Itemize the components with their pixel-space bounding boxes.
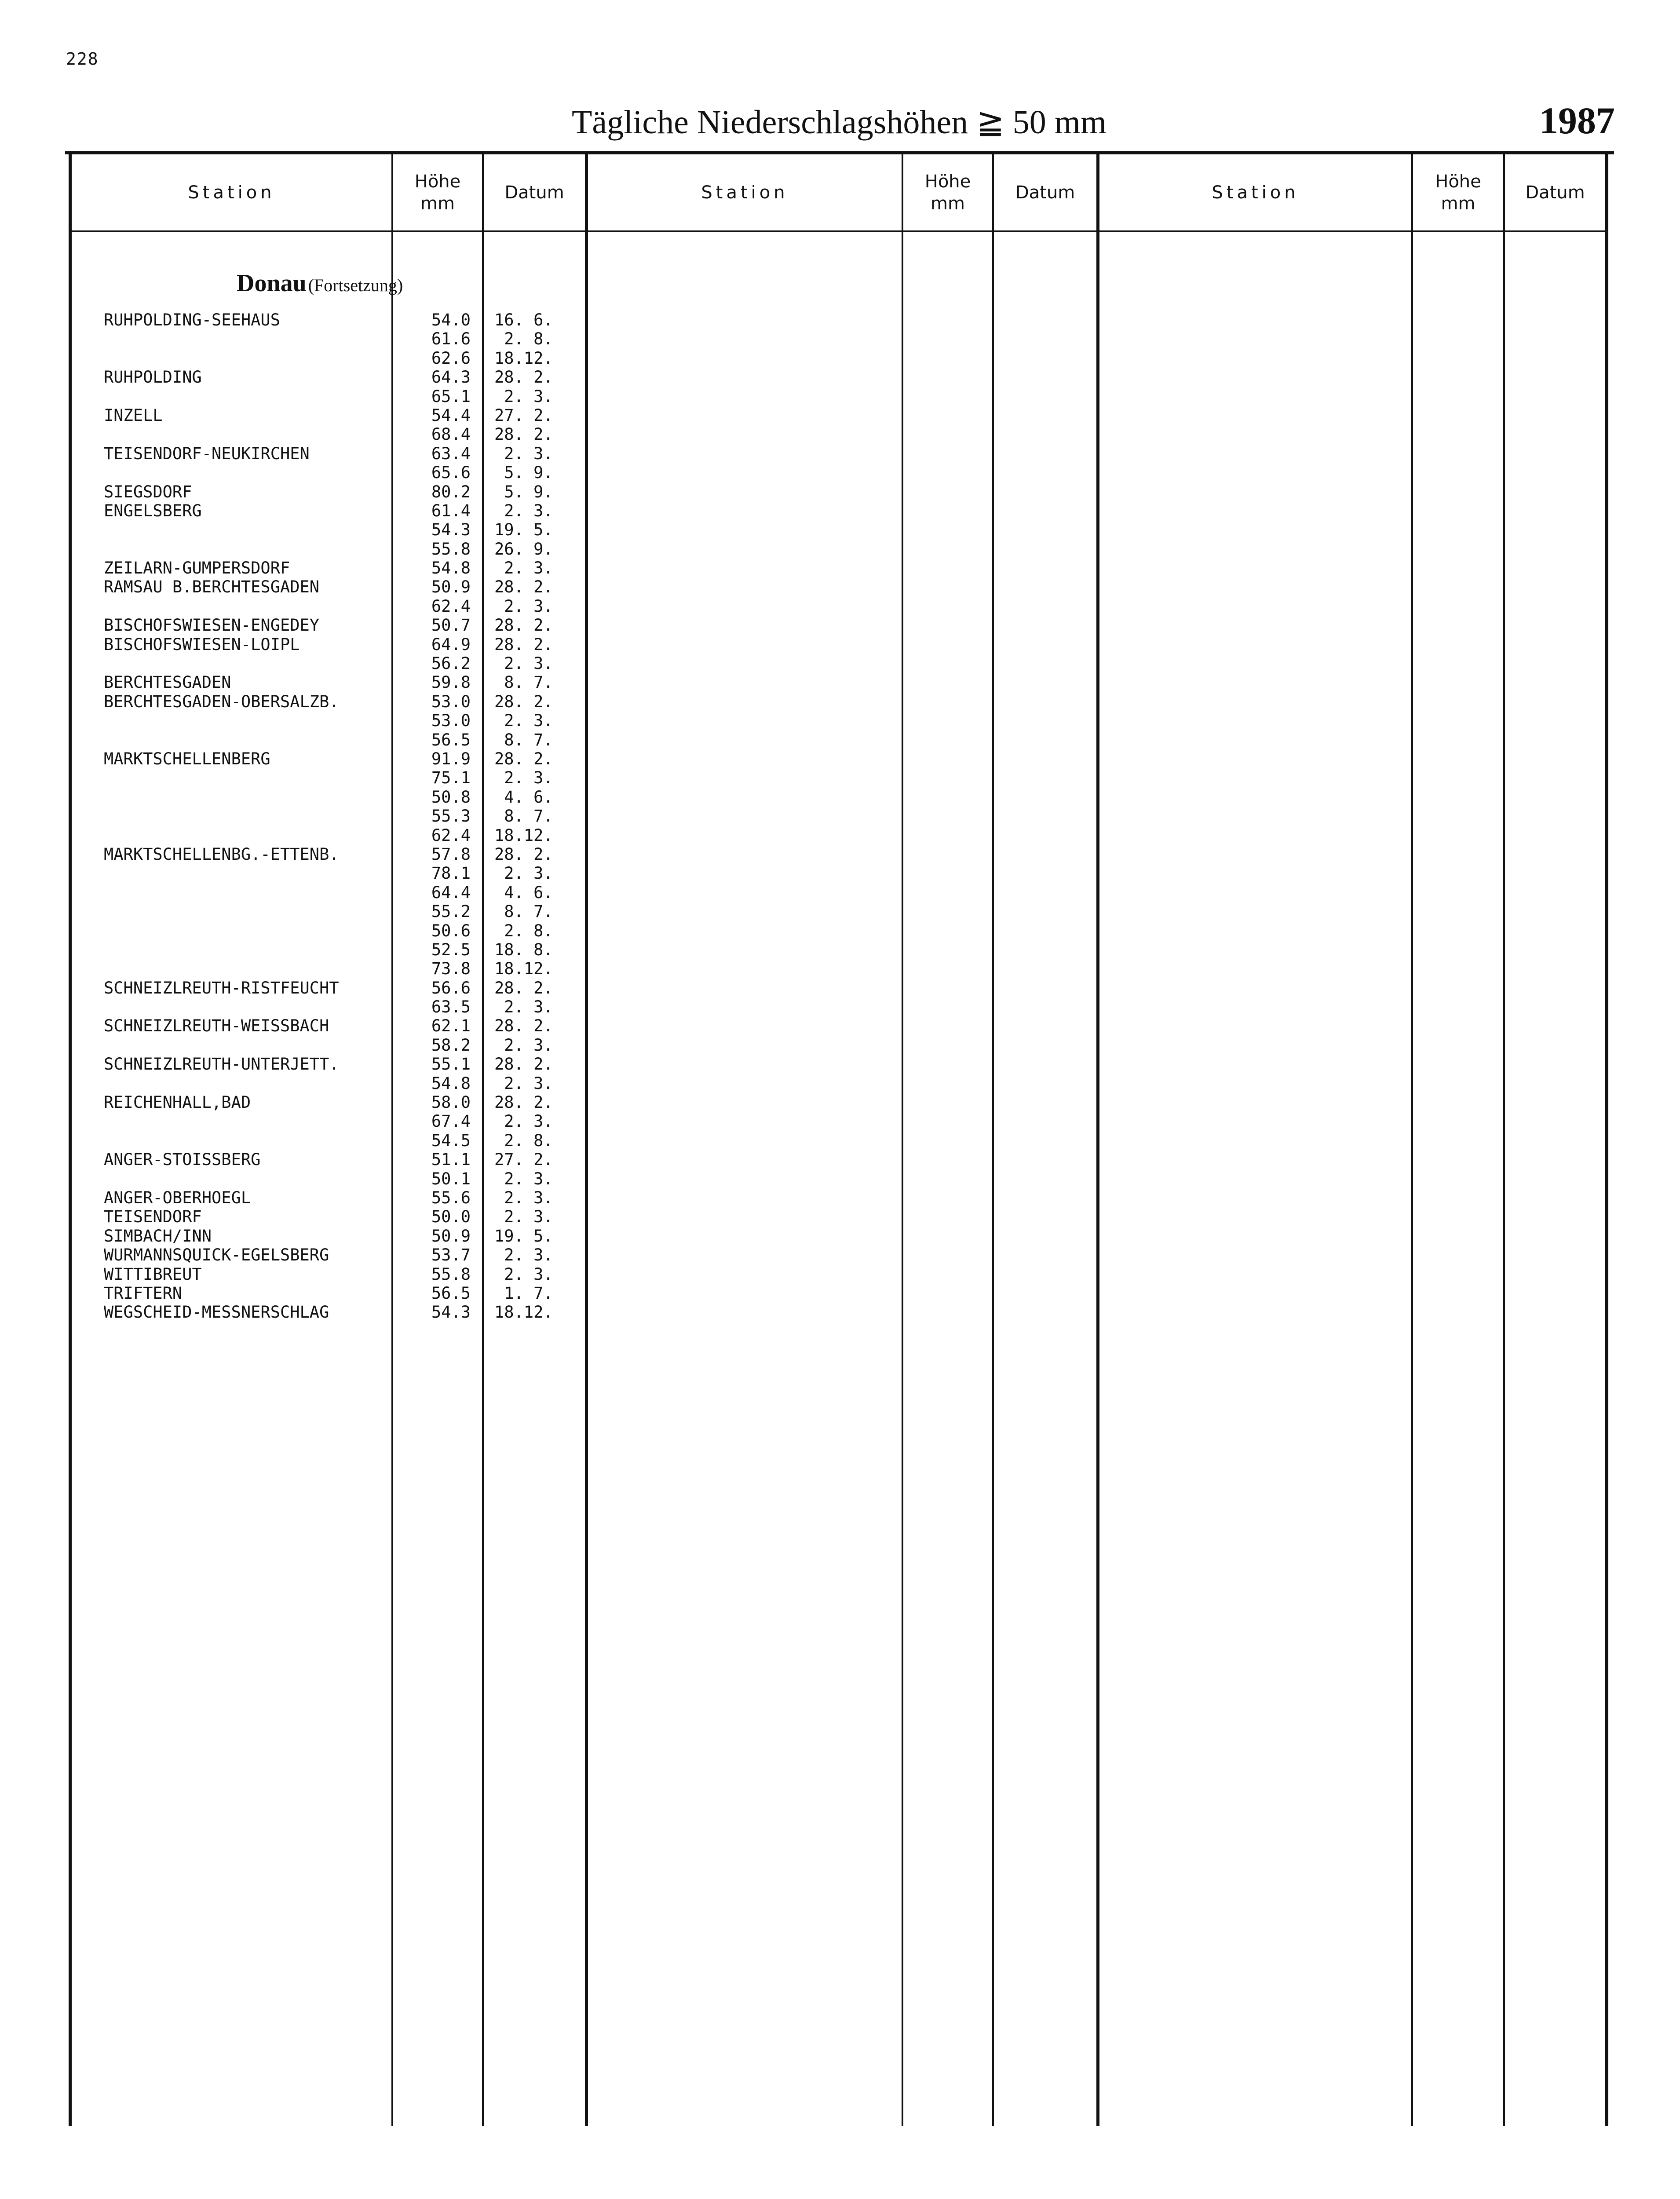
height-cell: 55.2 xyxy=(431,902,471,921)
height-cell: 54.3 xyxy=(431,520,471,540)
date-cell: 8. 7. xyxy=(494,730,553,749)
table-row xyxy=(104,597,596,616)
station-cell: TEISENDORF-NEUKIRCHEN xyxy=(104,444,310,463)
date-cell: 2. 8. xyxy=(494,1131,553,1150)
table-row xyxy=(104,731,596,749)
table-row xyxy=(104,921,596,940)
header-station: Station xyxy=(1212,183,1299,203)
height-cell: 64.4 xyxy=(431,883,471,902)
station-cell: ENGELSBERG xyxy=(104,501,202,520)
date-cell: 16. 6. xyxy=(494,310,553,329)
table-row xyxy=(104,1169,596,1188)
date-cell: 18.12. xyxy=(494,1303,553,1322)
page-number: 228 xyxy=(66,49,99,69)
date-cell: 28. 2. xyxy=(494,1016,553,1036)
table-row xyxy=(104,501,596,520)
table-block-divider xyxy=(1096,151,1099,2126)
height-cell: 61.4 xyxy=(431,501,471,520)
date-cell: 26. 9. xyxy=(494,539,553,559)
date-cell: 28. 2. xyxy=(494,616,553,635)
date-cell: 27. 2. xyxy=(494,1150,553,1169)
section-name: Donau xyxy=(237,270,307,297)
date-cell: 2. 3. xyxy=(494,768,553,788)
header-date: Datum xyxy=(1015,183,1075,203)
station-cell: BERCHTESGADEN-OBERSALZB. xyxy=(104,692,339,711)
height-cell: 50.9 xyxy=(431,1226,471,1246)
height-cell: 50.8 xyxy=(431,787,471,807)
date-cell: 28. 2. xyxy=(494,1055,553,1074)
date-cell: 2. 3. xyxy=(494,501,553,520)
table-border-left xyxy=(69,151,72,2126)
height-cell: 54.4 xyxy=(431,405,471,425)
header-height: Höhe mm xyxy=(414,172,461,214)
table-row xyxy=(104,997,596,1016)
height-cell: 54.8 xyxy=(431,1074,471,1093)
height-cell: 62.6 xyxy=(431,348,471,368)
table-row xyxy=(104,1074,596,1093)
table-row xyxy=(104,654,596,673)
station-cell: BERCHTESGADEN xyxy=(104,673,231,692)
table-row xyxy=(104,1016,596,1035)
height-cell: 50.0 xyxy=(431,1207,471,1227)
table-row xyxy=(104,616,596,635)
height-cell: 50.1 xyxy=(431,1169,471,1188)
header-date: Datum xyxy=(504,183,564,203)
date-cell: 28. 2. xyxy=(494,692,553,711)
table-row xyxy=(104,864,596,883)
page-year: 1987 xyxy=(1539,99,1615,142)
section-heading xyxy=(237,269,403,297)
station-cell: RAMSAU B.BERCHTESGADEN xyxy=(104,577,320,597)
table-row xyxy=(104,883,596,902)
date-cell: 8. 7. xyxy=(494,807,553,826)
station-cell: MARKTSCHELLENBERG xyxy=(104,749,270,768)
date-cell: 28. 2. xyxy=(494,577,553,597)
date-cell: 4. 6. xyxy=(494,787,553,807)
height-cell: 50.6 xyxy=(431,921,471,940)
station-cell: ANGER-STOISSBERG xyxy=(104,1150,261,1169)
date-cell: 5. 9. xyxy=(494,463,553,482)
height-cell: 58.2 xyxy=(431,1035,471,1055)
table-row xyxy=(104,826,596,845)
header-date: Datum xyxy=(1525,183,1585,203)
height-cell: 91.9 xyxy=(431,749,471,768)
height-cell: 64.9 xyxy=(431,635,471,654)
date-cell: 18. 8. xyxy=(494,940,553,959)
table-row xyxy=(104,425,596,444)
table-row xyxy=(104,349,596,368)
station-cell: SIEGSDORF xyxy=(104,482,192,501)
date-cell: 19. 5. xyxy=(494,1226,553,1246)
header-station: Station xyxy=(188,183,275,203)
table-row xyxy=(104,406,596,425)
table-row xyxy=(104,310,596,329)
date-cell: 2. 3. xyxy=(494,1035,553,1055)
table-row xyxy=(104,768,596,787)
height-cell: 53.0 xyxy=(431,692,471,711)
date-cell: 2. 3. xyxy=(494,711,553,731)
date-cell: 2. 3. xyxy=(494,1246,553,1265)
height-cell: 65.1 xyxy=(431,387,471,406)
height-cell: 53.7 xyxy=(431,1246,471,1265)
station-cell: MARKTSCHELLENBG.-ETTENB. xyxy=(104,844,339,864)
height-cell: 51.1 xyxy=(431,1150,471,1169)
table-row xyxy=(104,1246,596,1264)
station-cell: TEISENDORF xyxy=(104,1207,202,1227)
date-cell: 2. 3. xyxy=(494,1264,553,1284)
date-cell: 2. 3. xyxy=(494,997,553,1017)
station-cell: ZEILARN-GUMPERSDORF xyxy=(104,559,290,578)
height-cell: 54.0 xyxy=(431,310,471,329)
height-cell: 55.1 xyxy=(431,1055,471,1074)
date-cell: 28. 2. xyxy=(494,368,553,387)
table-row xyxy=(104,1036,596,1055)
height-cell: 61.6 xyxy=(431,329,471,349)
height-cell: 54.5 xyxy=(431,1131,471,1150)
table-row xyxy=(104,559,596,577)
date-cell: 28. 2. xyxy=(494,978,553,997)
station-cell: ANGER-OBERHOEGL xyxy=(104,1188,251,1207)
table-row xyxy=(104,444,596,463)
table-row xyxy=(104,540,596,559)
header-height: Höhe mm xyxy=(1435,172,1481,214)
station-cell: WEGSCHEID-MESSNERSCHLAG xyxy=(104,1303,329,1322)
height-cell: 56.2 xyxy=(431,654,471,673)
station-cell: WURMANNSQUICK-EGELSBERG xyxy=(104,1246,329,1265)
date-cell: 2. 8. xyxy=(494,921,553,940)
table-row xyxy=(104,940,596,959)
height-cell: 53.0 xyxy=(431,711,471,731)
table-row xyxy=(104,635,596,654)
height-cell: 63.4 xyxy=(431,444,471,463)
height-cell: 59.8 xyxy=(431,673,471,692)
table-row xyxy=(104,520,596,539)
date-cell: 27. 2. xyxy=(494,405,553,425)
height-cell: 54.3 xyxy=(431,1303,471,1322)
header-station: Station xyxy=(701,183,789,203)
height-cell: 78.1 xyxy=(431,864,471,883)
station-cell: BISCHOFSWIESEN-ENGEDEY xyxy=(104,616,320,635)
date-cell: 2. 3. xyxy=(494,864,553,883)
height-cell: 58.0 xyxy=(431,1093,471,1112)
station-cell: SCHNEIZLREUTH-WEISSBACH xyxy=(104,1016,329,1036)
header-height: Höhe mm xyxy=(924,172,971,214)
height-cell: 67.4 xyxy=(431,1112,471,1131)
table-row xyxy=(104,387,596,406)
date-cell: 18.12. xyxy=(494,348,553,368)
station-cell: RUHPOLDING-SEEHAUS xyxy=(104,310,280,329)
column-divider xyxy=(1411,151,1413,2126)
height-cell: 80.2 xyxy=(431,482,471,501)
column-divider xyxy=(1503,151,1505,2126)
section-note: (Fortsetzung) xyxy=(308,275,403,295)
table-row xyxy=(104,979,596,997)
table-border-right xyxy=(1605,151,1608,2126)
station-cell: REICHENHALL,BAD xyxy=(104,1093,251,1112)
height-cell: 55.8 xyxy=(431,539,471,559)
table-row xyxy=(104,463,596,482)
station-cell: SIMBACH/INN xyxy=(104,1226,212,1246)
height-cell: 54.8 xyxy=(431,559,471,578)
table-row xyxy=(104,1284,596,1303)
header-rule xyxy=(69,230,1608,232)
height-cell: 57.8 xyxy=(431,844,471,864)
table-row xyxy=(104,1093,596,1112)
height-cell: 55.6 xyxy=(431,1188,471,1207)
table-row xyxy=(104,368,596,387)
date-cell: 28. 2. xyxy=(494,425,553,444)
height-cell: 68.4 xyxy=(431,425,471,444)
date-cell: 2. 3. xyxy=(494,596,553,616)
date-cell: 2. 3. xyxy=(494,559,553,578)
date-cell: 2. 3. xyxy=(494,444,553,463)
date-cell: 18.12. xyxy=(494,959,553,979)
height-cell: 64.3 xyxy=(431,368,471,387)
height-cell: 50.9 xyxy=(431,577,471,597)
table-row xyxy=(104,1150,596,1169)
date-cell: 28. 2. xyxy=(494,635,553,654)
height-cell: 62.4 xyxy=(431,596,471,616)
table-row xyxy=(104,1303,596,1322)
height-cell: 73.8 xyxy=(431,959,471,979)
date-cell: 18.12. xyxy=(494,826,553,845)
table-row xyxy=(104,577,596,596)
height-cell: 56.5 xyxy=(431,730,471,749)
height-cell: 55.8 xyxy=(431,1264,471,1284)
column-divider xyxy=(902,151,903,2126)
table-row xyxy=(104,1207,596,1226)
date-cell: 1. 7. xyxy=(494,1283,553,1303)
station-cell: RUHPOLDING xyxy=(104,368,202,387)
table-row xyxy=(104,902,596,921)
date-cell: 5. 9. xyxy=(494,482,553,501)
height-cell: 62.4 xyxy=(431,826,471,845)
date-cell: 8. 7. xyxy=(494,902,553,921)
column-divider xyxy=(992,151,994,2126)
date-cell: 2. 3. xyxy=(494,387,553,406)
table-row xyxy=(104,1112,596,1131)
table-row xyxy=(104,807,596,826)
height-cell: 52.5 xyxy=(431,940,471,959)
table-row xyxy=(104,329,596,348)
date-cell: 2. 3. xyxy=(494,1112,553,1131)
table-row xyxy=(104,1131,596,1150)
height-cell: 50.7 xyxy=(431,616,471,635)
height-cell: 56.5 xyxy=(431,1283,471,1303)
date-cell: 28. 2. xyxy=(494,1093,553,1112)
table-row xyxy=(104,711,596,730)
date-cell: 2. 8. xyxy=(494,329,553,349)
height-cell: 56.6 xyxy=(431,978,471,997)
date-cell: 28. 2. xyxy=(494,749,553,768)
station-cell: TRIFTERN xyxy=(104,1283,183,1303)
date-cell: 4. 6. xyxy=(494,883,553,902)
table-row xyxy=(104,692,596,711)
height-cell: 63.5 xyxy=(431,997,471,1017)
height-cell: 65.6 xyxy=(431,463,471,482)
date-cell: 2. 3. xyxy=(494,1169,553,1188)
table-row xyxy=(104,788,596,807)
height-cell: 75.1 xyxy=(431,768,471,788)
date-cell: 8. 7. xyxy=(494,673,553,692)
station-cell: BISCHOFSWIESEN-LOIPL xyxy=(104,635,300,654)
table-row xyxy=(104,749,596,768)
table-row xyxy=(104,845,596,864)
height-cell: 55.3 xyxy=(431,807,471,826)
station-cell: SCHNEIZLREUTH-RISTFEUCHT xyxy=(104,978,339,997)
table-row xyxy=(104,673,596,692)
date-cell: 2. 3. xyxy=(494,1207,553,1227)
table-row xyxy=(104,1265,596,1284)
table-rows xyxy=(104,310,596,1322)
station-cell: WITTIBREUT xyxy=(104,1264,202,1284)
table-row xyxy=(104,482,596,501)
date-cell: 2. 3. xyxy=(494,1188,553,1207)
table-row xyxy=(104,1055,596,1074)
table-row xyxy=(104,1188,596,1207)
page-title: Tägliche Niederschlagshöhen ≧ 50 mm xyxy=(572,104,1107,141)
height-cell: 62.1 xyxy=(431,1016,471,1036)
station-cell: SCHNEIZLREUTH-UNTERJETT. xyxy=(104,1055,339,1074)
date-cell: 2. 3. xyxy=(494,1074,553,1093)
table-row xyxy=(104,959,596,978)
date-cell: 28. 2. xyxy=(494,844,553,864)
station-cell: INZELL xyxy=(104,405,163,425)
date-cell: 19. 5. xyxy=(494,520,553,540)
date-cell: 2. 3. xyxy=(494,654,553,673)
table-row xyxy=(104,1227,596,1246)
